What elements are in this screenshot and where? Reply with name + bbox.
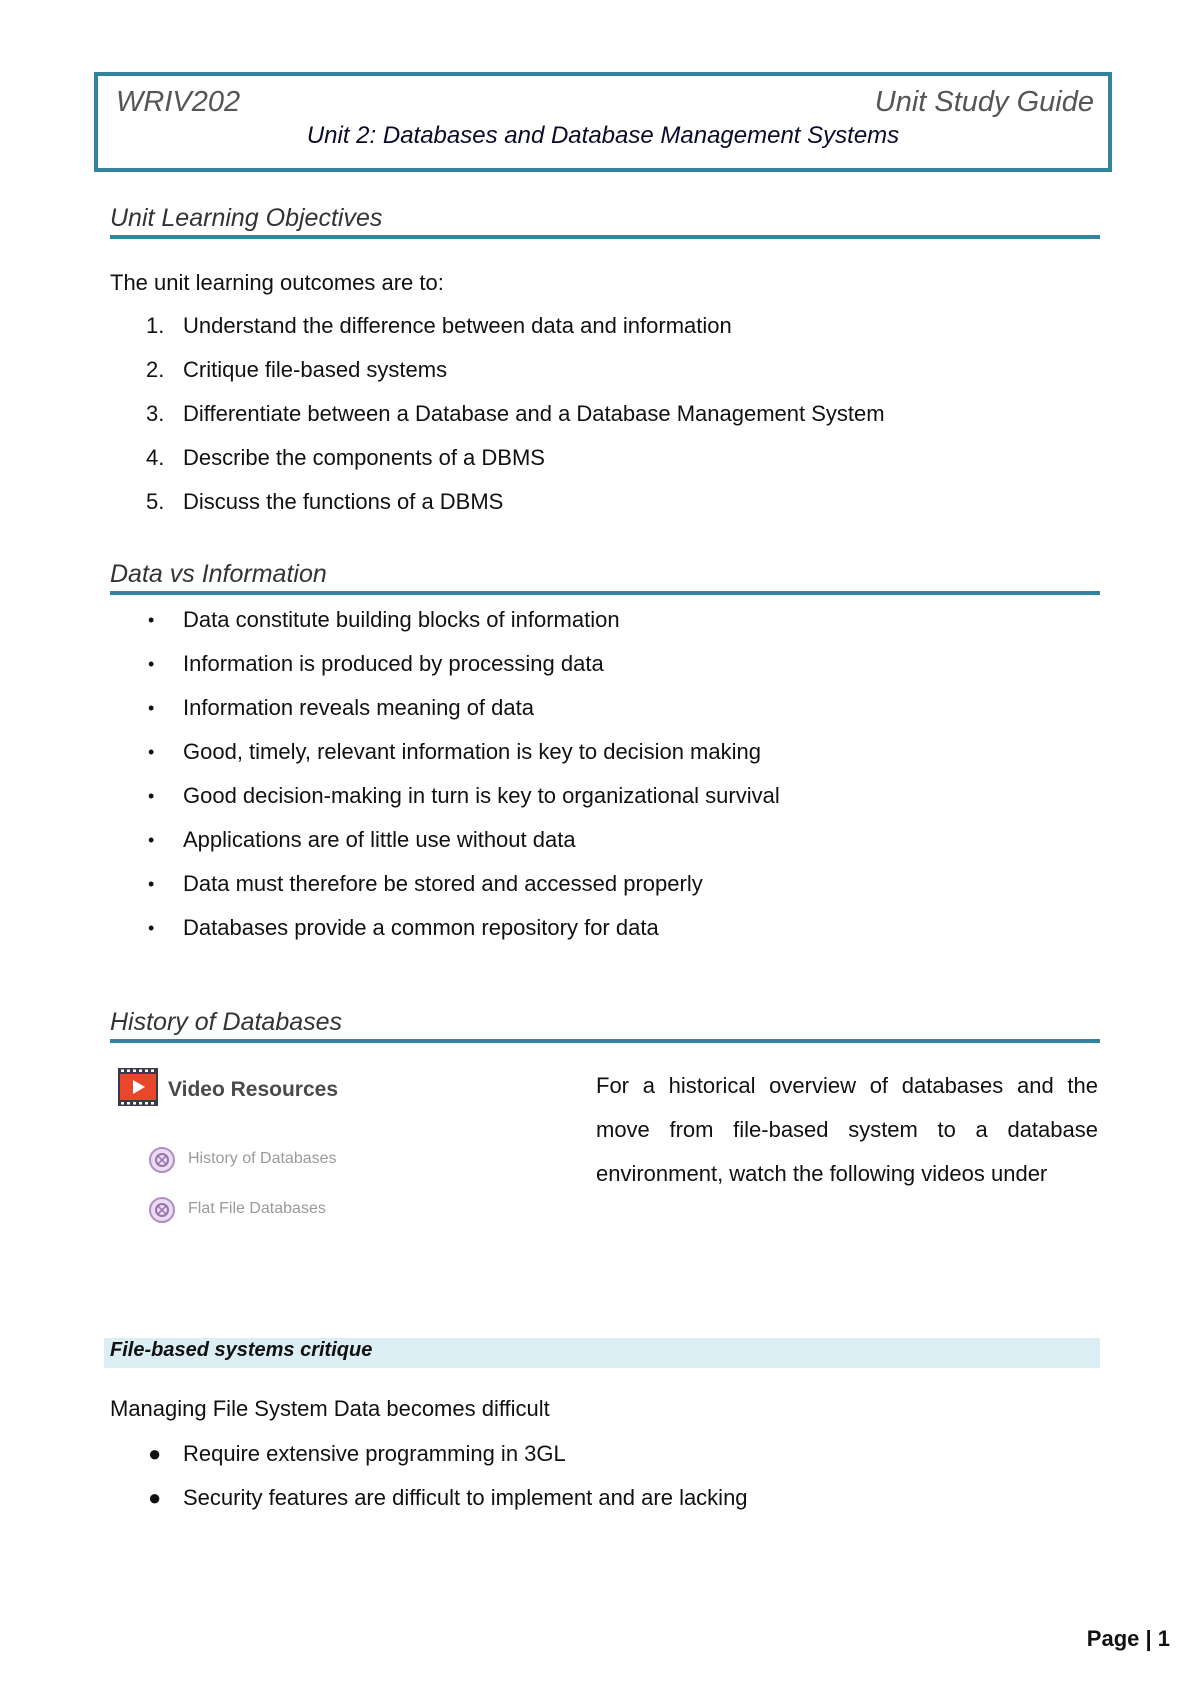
video-link-history[interactable] <box>188 1150 337 1168</box>
data-vs-info-heading: Data vs Information <box>110 560 1100 595</box>
bullet-icon: • <box>148 874 155 894</box>
list-item <box>110 862 780 906</box>
item-text: Critique file-based systems <box>183 357 448 382</box>
page-number: Page | 1 <box>1086 1626 1170 1651</box>
video-link-icon <box>148 1196 176 1224</box>
file-based-heading: File-based systems critique <box>110 1339 373 1361</box>
list-item <box>110 1476 748 1520</box>
list-item <box>110 598 780 642</box>
file-based-heading-band <box>104 1338 1100 1368</box>
item-text: Differentiate between a Database and a Database Management System <box>183 401 885 426</box>
history-heading: History of Databases <box>110 1008 1100 1043</box>
item-text: Good, timely, relevant information is key to decision making <box>183 739 761 764</box>
list-item <box>110 774 780 818</box>
file-based-list <box>110 1432 748 1520</box>
item-number: 3. <box>146 401 165 426</box>
video-resources-panel <box>118 1068 538 1228</box>
video-link-label: Flat File Databases <box>188 1200 326 1217</box>
objectives-list <box>110 304 885 524</box>
video-link-flat-file[interactable] <box>188 1200 326 1218</box>
item-number: 1. <box>146 313 165 338</box>
list-item <box>110 642 780 686</box>
bullet-icon: • <box>148 610 155 630</box>
unit-title: Unit 2: Databases and Database Management Systems <box>306 122 900 149</box>
bullet-icon: • <box>148 786 155 806</box>
list-item <box>110 686 780 730</box>
file-based-intro: Managing File System Data becomes difficult <box>110 1396 550 1421</box>
item-text: Good decision-making in turn is key to organizational survival <box>183 783 780 808</box>
list-item <box>110 436 885 480</box>
item-text: Discuss the functions of a DBMS <box>183 489 504 514</box>
bullet-icon: ● <box>148 1485 162 1510</box>
item-number: 4. <box>146 445 165 470</box>
item-text: Data constitute building blocks of information <box>183 607 620 632</box>
document-header <box>94 72 1112 172</box>
list-item <box>110 1432 748 1476</box>
video-resources-title: Video Resources <box>168 1078 339 1101</box>
item-text: Information reveals meaning of data <box>183 695 534 720</box>
list-item <box>110 818 780 862</box>
list-item <box>110 480 885 524</box>
list-item <box>110 348 885 392</box>
history-description: For a historical overview of databases and the move from file-based system to a database environment, watch the following videos under <box>596 1073 1098 1186</box>
item-text: Require extensive programming in 3GL <box>183 1441 566 1466</box>
data-vs-info-list <box>110 598 780 950</box>
item-text: Describe the components of a DBMS <box>183 445 545 470</box>
list-item <box>110 304 885 348</box>
list-item <box>110 730 780 774</box>
bullet-icon: • <box>148 654 155 674</box>
bullet-icon: • <box>148 742 155 762</box>
item-text: Information is produced by processing data <box>183 651 604 676</box>
video-link-icon <box>148 1146 176 1174</box>
course-code: WRIV202 <box>116 86 241 118</box>
objectives-intro: The unit learning outcomes are to: <box>110 270 444 295</box>
item-number: 2. <box>146 357 165 382</box>
item-text: Applications are of little use without data <box>183 827 576 852</box>
objectives-heading: Unit Learning Objectives <box>110 204 1100 239</box>
document-type: Unit Study Guide <box>874 86 1094 118</box>
item-text: Understand the difference between data and information <box>183 313 732 338</box>
video-link-label: History of Databases <box>188 1150 337 1167</box>
item-text: Security features are difficult to implement and are lacking <box>183 1485 748 1510</box>
bullet-icon: • <box>148 830 155 850</box>
bullet-icon: ● <box>148 1441 162 1466</box>
bullet-icon: • <box>148 918 155 938</box>
list-item <box>110 906 780 950</box>
item-text: Databases provide a common repository for data <box>183 915 659 940</box>
list-item <box>110 392 885 436</box>
video-icon <box>118 1068 158 1106</box>
item-text: Data must therefore be stored and accessed properly <box>183 871 703 896</box>
bullet-icon: • <box>148 698 155 718</box>
item-number: 5. <box>146 489 165 514</box>
